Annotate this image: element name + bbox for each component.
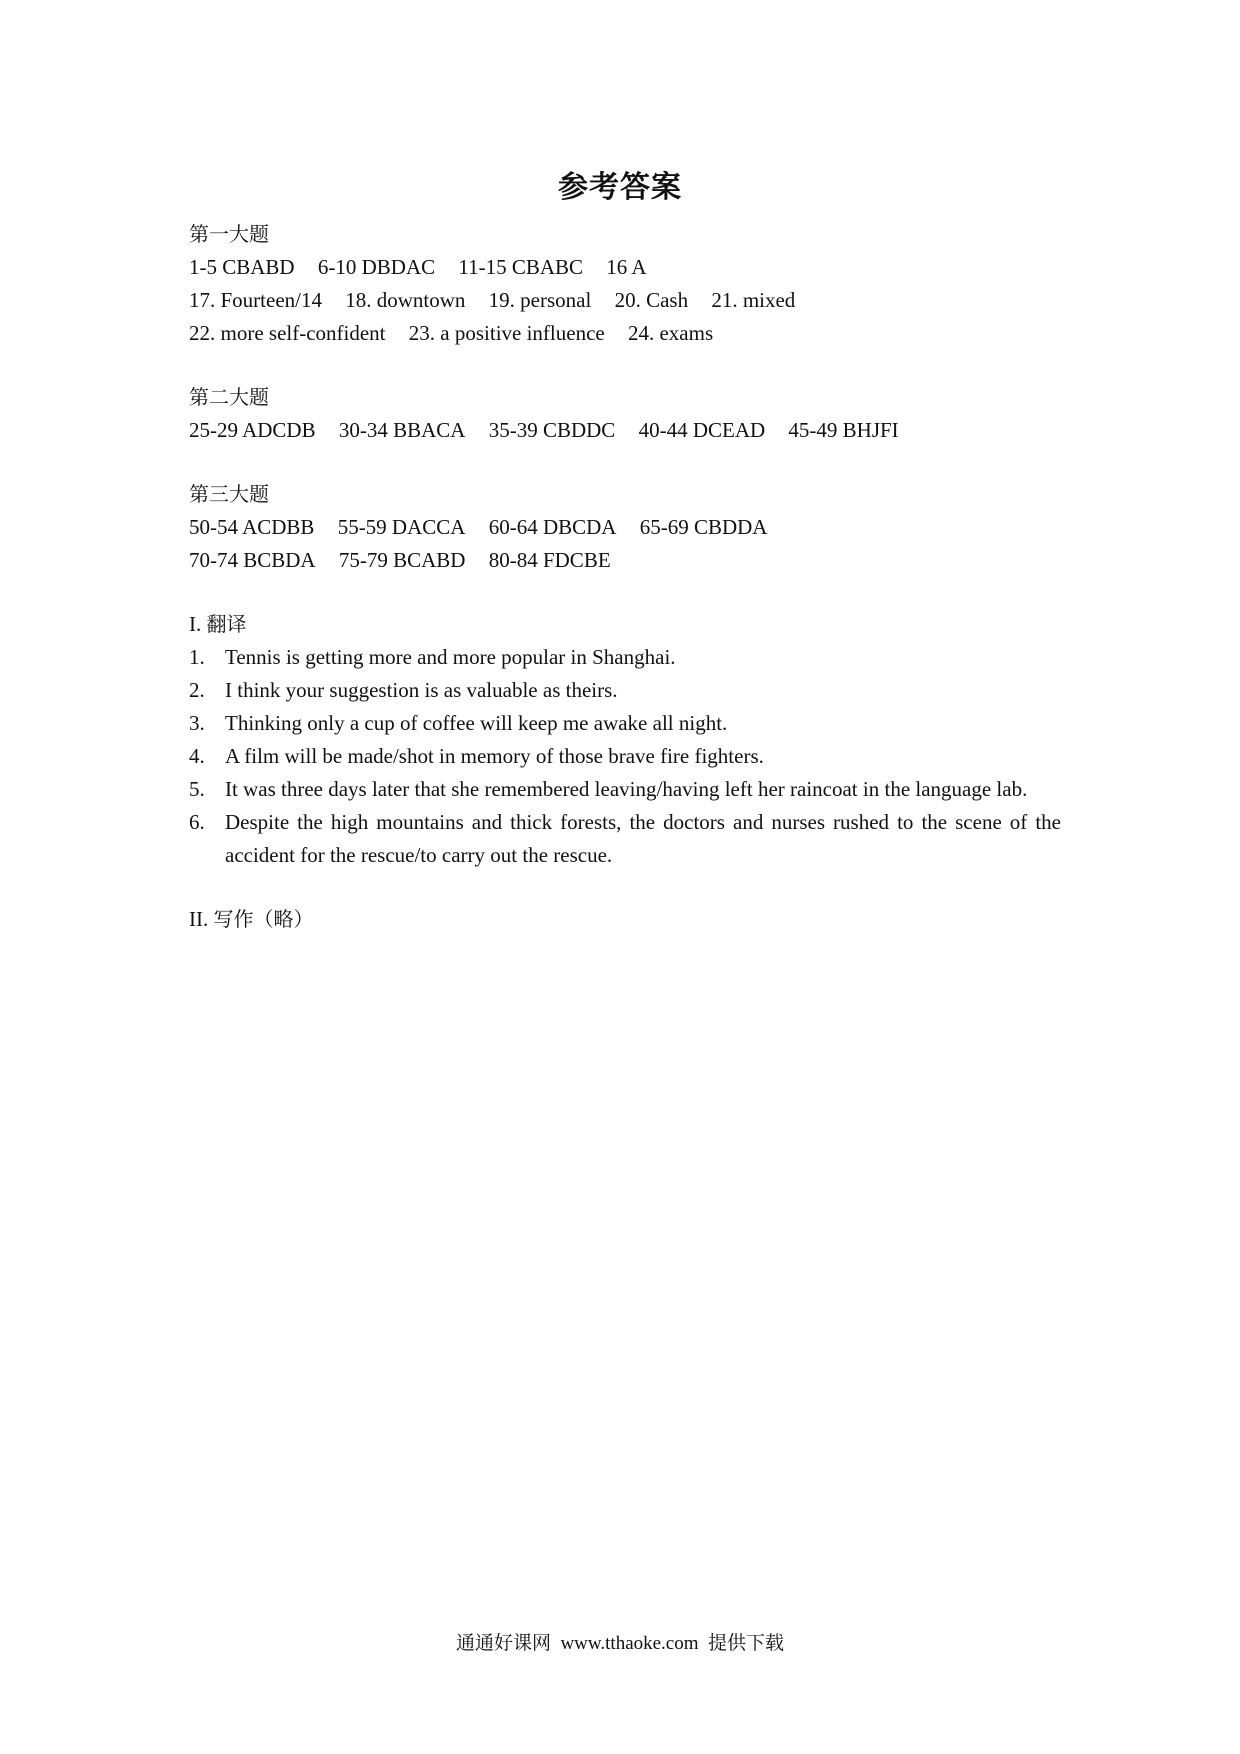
section-1-row-3 [189, 317, 1061, 350]
answer-group: 60-64 DBCDA [488, 515, 617, 539]
translation-heading [189, 608, 1061, 641]
page-footer [0, 1628, 1240, 1655]
answer-item: 19. personal [488, 288, 592, 312]
translation-label: I. [189, 612, 202, 636]
translation-list [189, 641, 1061, 872]
writing-title: 写作（略） [213, 907, 314, 931]
answer-group: 16 A [606, 255, 647, 279]
item-text: Thinking only a cup of coffee will keep me awake all night. [225, 711, 728, 735]
section-3-row-2 [189, 544, 1061, 577]
section-1-row-2 [189, 284, 1061, 317]
answer-content [189, 218, 1061, 936]
item-number: 4. [189, 744, 205, 768]
footer-site-name: 通通好课网 [455, 1632, 551, 1654]
item-text: A film will be made/shot in memory of those brave fire fighters. [225, 744, 764, 768]
answer-group: 55-59 DACCA [337, 515, 466, 539]
section-2-heading: 第二大题 [189, 385, 269, 409]
footer-note: 提供下载 [708, 1632, 785, 1654]
writing-heading [189, 903, 1061, 936]
answer-group: 45-49 BHJFI [788, 418, 899, 442]
answer-item: 24. exams [627, 321, 714, 345]
answer-group: 1-5 CBABD [189, 255, 295, 279]
footer-url: www.tthaoke.com [560, 1633, 699, 1654]
answer-item: 17. Fourteen/14 [189, 288, 322, 312]
answer-item: 21. mixed [711, 288, 796, 312]
answer-group: 11-15 CBABC [458, 255, 584, 279]
answer-group: 50-54 ACDBB [189, 515, 315, 539]
item-text: I think your suggestion is as valuable as theirs. [225, 678, 618, 702]
answer-item: 18. downtown [345, 288, 466, 312]
answer-group: 40-44 DCEAD [638, 418, 766, 442]
translation-title: 翻译 [206, 612, 247, 636]
answer-group: 25-29 ADCDB [189, 418, 316, 442]
answer-group: 70-74 BCBDA [189, 548, 316, 572]
list-item [189, 806, 1061, 872]
item-text: It was three days later that she remembered leaving/having left her raincoat in the language lab. [225, 777, 1028, 801]
answer-group: 30-34 BBACA [338, 418, 466, 442]
list-item [189, 641, 1061, 674]
list-item [189, 674, 1061, 707]
item-number: 1. [189, 645, 205, 669]
item-number: 3. [189, 711, 205, 735]
section-2-row-1 [189, 414, 1061, 447]
answer-item: 22. more self-confident [189, 321, 386, 345]
answer-item: 20. Cash [614, 288, 689, 312]
list-item [189, 740, 1061, 773]
answer-group: 75-79 BCABD [338, 548, 466, 572]
section-1-row-1 [189, 251, 1061, 284]
item-text: Tennis is getting more and more popular in Shanghai. [225, 645, 676, 669]
answer-group: 65-69 CBDDA [639, 515, 768, 539]
item-number: 5. [189, 777, 205, 801]
page-title: 参考答案 [558, 170, 682, 205]
section-3-row-1 [189, 511, 1061, 544]
list-item [189, 707, 1061, 740]
list-item [189, 773, 1061, 806]
item-number: 2. [189, 678, 205, 702]
answer-group: 80-84 FDCBE [488, 548, 611, 572]
section-1-heading: 第一大题 [189, 222, 269, 246]
answer-group: 35-39 CBDDC [488, 418, 616, 442]
answer-group: 6-10 DBDAC [317, 255, 436, 279]
writing-label: II. [189, 907, 209, 931]
answer-item: 23. a positive influence [408, 321, 605, 345]
section-3-heading: 第三大题 [189, 482, 269, 506]
item-number: 6. [189, 810, 205, 834]
item-text: Despite the high mountains and thick forests, the doctors and nurses rushed to the scene of the accident for the rescue/to carry out the rescue. [225, 810, 1061, 867]
